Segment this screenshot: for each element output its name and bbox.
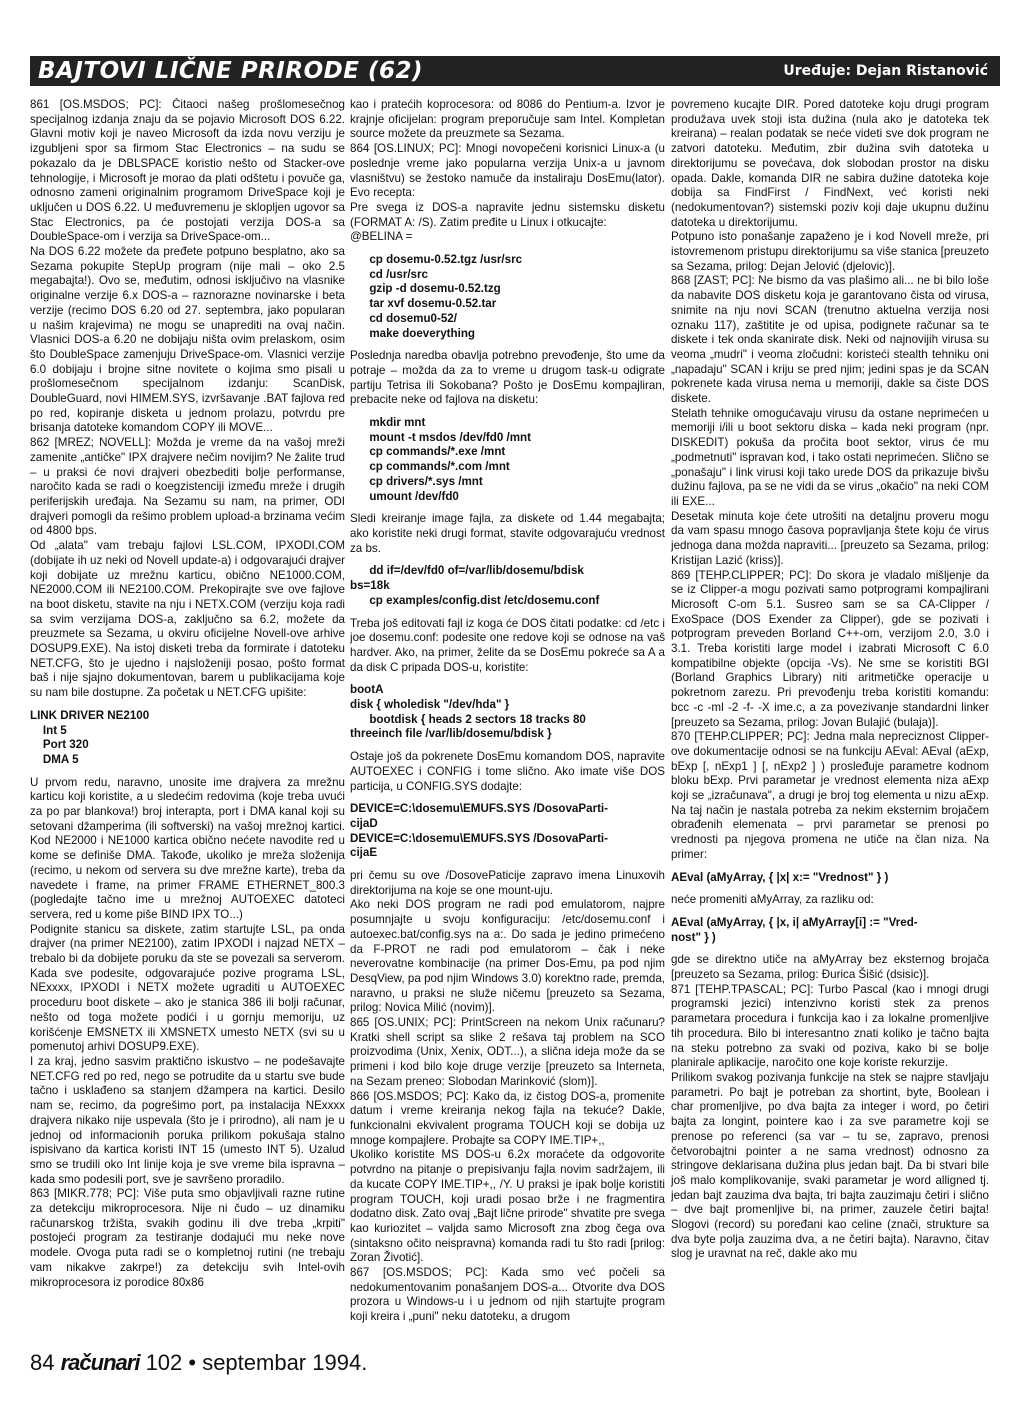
paragraph: gde se direktno utiče na aMyArray bez eksternog brojača [preuzeto sa Sezama, prilog: Đurica Šišić (dsisic)]. (671, 953, 989, 982)
paragraph: 865 [OS.UNIX; PC]: PrintScreen na nekom Unix računaru? Kratki shell script sa slike 2 rešava taj problem na SCO proizvodima (Unix, Xenix, ODT...), a slična ideja može da se primeni i kod bilo koje druge verzije [preuzeto sa Interneta, na Sezam preneo: Slobodan Marinković (slom)]. (350, 1016, 665, 1088)
paragraph: 862 [MREZ; NOVELL]: Možda je vreme da na vašoj mreži zamenite „antičke" IPX drajvere nečim novijim? Ne žalite trud – u praksi će novi drajveri obezbediti bolje performanse, naročito kada se radi o koegzistenciji između mreže i drugih periferijskih uređaja. Na Sezamu su nam, na primer, ODI drajveri pomogli da rešimo problem upload-a brzinama većim od 4800 bps. (30, 436, 345, 538)
paragraph: Prilikom svakog pozivanja funkcije na stek se najpre stavljaju parametri. Po bajt je potreban za shortint, byte, Boolean i char promenljive, po dva bajta za integer i word, po četiri bajta za longint, pointere kao i za sve parametre koji se prenose po referenci (sa var – tu se, zapravo, prenosi četvorobajtni pointer a ne sama vrednost) odnosno za stringove deklarisana dužina plus jedan bajt. Da bi stvari bile još malo komplikovanije, svaki parametar je word alligned tj. jedan bajt zauzima dva bajta, tri bajta zauzimaju četiri i slično – dve bajt promenljive bi, na primer, zauzele četiri bajta! Slogovi (record) su poređani kao celine (znači, strukture sa dva byte polja zauzima dva, a ne četiri bajta). Naravno, čitav slog je uravnat na reč, dakle ako mu (671, 1071, 989, 1261)
paragraph: I za kraj, jedno sasvim praktično iskustvo – ne podešavajte NET.CFG red po red, nego se potrudite da u startu sve bude tačno i usklađeno sa stanjem džampera na kartici. Desilo nam se, recimo, da pogrešimo port, pa instalacija NExxxx drajvera nikako nije uspevala (što je i prirodno), ali nam je u jednoj od informacionih poruka prilikom pokušaja stalno ispisivano da kartica koristi INT 15 (umesto INT 5). Uzalud smo se trudili oko Int linije koja je sve vreme bila ispravna – kada smo podesili port, sve je savršeno proradilo. (30, 1055, 345, 1186)
paragraph: Sledi kreiranje image fajla, za diskete od 1.44 megabajta; ako koristite neki drugi format, stavite odgovarajuću vrednost za bs. (350, 512, 665, 555)
code-block: AEval (aMyArray, { |x| x:= "Vrednost" } ) (671, 870, 889, 884)
paragraph: Desetak minuta koje ćete utrošiti na detaljnu proveru mogu da vam spasu mnogo časova popravljanja štete koju će virus jednoga dana možda napraviti... [preuzeto sa Sezama, prilog: Kristijan Lazić (kriss)]. (671, 509, 989, 567)
code-block: LINK DRIVER NE2100 Int 5 Port 320 DMA 5 (30, 708, 150, 766)
page-footer (30, 1350, 367, 1376)
paragraph: Pre svega iz DOS-a napravite jednu sistemsku disketu (FORMAT A: /S). Zatim pređite u Linux i otkucajte: (350, 200, 665, 229)
paragraph: 868 [ZAST; PC]: Ne bismo da vas plašimo ali... ne bi bilo loše da nabavite DOS disketu koja je garantovano čista od virusa, snimite na nju novi SCAN (trenutno aktuelna verzija nosi oznaku 117), zaštitite je od upisa, podignete računar sa te diskete i tek onda skanirate disk. Neki od najnovijih virusa su veoma „mudri" i veoma zločudni: koristeći stealth tehniku oni „napadaju" SCAN i kriju se pred njim; jedini spas je da SCAN pokrenete kada virusa nema u memoriji, dakle sa čiste DOS diskete. (671, 274, 989, 406)
paragraph: Ukoliko koristite MS DOS-u 6.2x moraćete da odgovorite potvrdno na pitanje o prepisivanju fajla novim sadržajem, ili da kucate COPY IME.TIP+,, /Y. U praksi je ipak bolje koristiti program TOUCH, koji uradi posao brže i ne fragmentira dodatno disk. Zato ovaj „Bajt lične prirode" shvatite pre svega kao kuriozitet – valjda samo Microsoft zna zbog čega ova (sintaksno očito neispravna) komanda radi tu što radi [prilog: Zoran Životić]. (350, 1148, 665, 1265)
code-block: cp dosemu-0.52.tgz /usr/src cd /usr/src gzip -d dosemu-0.52.tzg tar xvf dosemu-0.52.tar cd dosemu0-52/ make doeverything (369, 253, 523, 340)
paragraph: neće promeniti aMyArray, za razliku od: (671, 893, 874, 907)
paragraph: Podignite stanicu sa diskete, zatim startujte LSL, pa onda drajver (na primer NE2100), zatim IPXODI i najzad NETX – trebalo bi da dobijete poruku da ste se povezali sa serverom. Kada sve podesite, odgovarajuće pozive programa LSL, NExxxx, IPXODI i NETX možete ugraditi u AUTOEXEC proceduru boot diskete – ako je stanica 386 ili bolji računar, nešto od toga možete podići i u gornju memoriju, uz korišćenje EMSNETX ili XMSNETX umesto NETX (svi su u pomenutoj arhivi DOSUP9.EXE). (30, 922, 345, 1054)
paragraph: 863 [MIKR.778; PC]: Više puta smo objavljivali razne rutine za detekciju mikroprocesora. Nije ni čudo – uz dinamiku računarskog tržišta, svakih godinu ili dve treba „krpiti" postojeći program za testiranje dodajući mu neke nove modele. Ovoga puta radi se o kompletnoj rutini (ne trebaju vam nikakve zakrpe!) za detekciju svih Intel-ovih mikroprocesora iz porodice 80x86 (30, 1187, 345, 1289)
paragraph: 864 [OS.LINUX; PC]: Mnogi novopečeni korisnici Linux-a (u poslednje vreme jako popularna verzija Unix-a u javnom vlasništvu) se žestoko namuče da instaliraju DosEmu(lator). Evo recepta: (350, 142, 665, 200)
paragraph: Od „alata" vam trebaju fajlovi LSL.COM, IPXODI.COM (dobijate ih uz neki od Novell update-a) i odgovarajući drajver koji dobijate uz mrežnu karticu, obično NE1000.COM, NE2000.COM ili NE2100.COM. Prekopirajte sve ove fajlove na boot disketu, stavite na nju i NETX.COM (verziju koja radi sa svim verzijama DOS-a, zaključno sa 6.2, možete da preuzmete sa Sezama, u okviru oficijelne Novell-ove arhive DOSUP9.EXE). Na istoj disketi treba da formirate i datoteku NET.CFG, što je ujedno i najsloženiji posao, pošto format baš i nije sjajno dokumentovan, barem u publikacijama koje su nam bile dostupne. Za početak u NET.CFG upišite: (30, 539, 345, 700)
section-title: BAJTOVI LIČNE PRIRODE (62) (38, 58, 423, 84)
code-block: dd if=/dev/fd0 of=/var/lib/dosemu/bdisk bs=18k cp examples/config.dist /etc/dosemu.conf (350, 564, 600, 607)
paragraph: Poslednja naredba obavlja potrebno prevođenje, što ume da potraje – možda da za to vreme u drugom task-u odigrate partiju Tetrisa ili Sokobana? Pošto je DosEmu kompajliran, prebacite neke od fajlova na disketu: (350, 349, 665, 407)
paragraph: Ako neki DOS program ne radi pod emulatorom, najpre posumnjajte u svoju konfiguraciju: /etc/dosemu.conf i autoexec.bat/config.sys na a:. Do sada je jedino primećeno da F-PROT ne radi pod emulatorom – čak i neke neverovatne kombinacije (na primer Dos-Emu, pa pod njim DesqView, pa pod njim Windows 3.0) korektno rade, premda, naravno, u praksi ne služe ničemu [preuzeto sa Sezama, prilog: Novica Milić (novim)]. (350, 898, 665, 1015)
issue-info: 102 • septembar 1994. (145, 1350, 368, 1375)
paragraph: Ostaje još da pokrenete DosEmu komandom DOS, napravite AUTOEXEC i CONFIG i tome slično. Ako imate više DOS particija, u CONFIG.SYS dodajte: (350, 750, 665, 793)
paragraph: kao i pratećih koprocesora: od 8086 do Pentium-a. Izvor je krajnje oficijelan: program preporučuje sam Intel. Kompletan source možete da preuzmete sa Sezama. (350, 98, 665, 141)
paragraph: pri čemu su ove /DosovePaticije zapravo imena Linuxovih direktorijuma na koje se one mount-uju. (350, 869, 665, 897)
paragraph: Na DOS 6.22 možete da pređete potpuno besplatno, ako sa Sezama pokupite StepUp program (nije mali – oko 2.5 megabajta!). Ovo se, međutim, odnosi isključivo na vlasnike originalne verzije 6.x DOS-a – raznorazne novinarske i beta verzije (recimo DOS 6.20 od 27. septembra, jako popularan u našim krajevima) ne mogu se unaprediti na ovaj način. Vlasnici DOS-a 6.20 ne dobijaju ništa ovim prelaskom, osim što DoubleSpace zamenjuju DriveSpace-om. Vlasnici verzije 6.0 dobijaju i brojne sitne novitete o kojima smo pisali u prošlomesečnom specijalnom izdanju: ScanDisk, DoubleGuard, novi HIMEM.SYS, izvršavanje .BAT fajlova red po red, kopiranje disketa u jednom prolazu, potvrdu pre brisanja datoteke komandom COPY ili MOVE... (30, 245, 345, 435)
code-block: mkdir mnt mount -t msdos /dev/fd0 /mnt cp commands/*.exe /mnt cp commands/*.com /mnt cp drivers/*.sys /mnt umount /dev/fd0 (369, 416, 531, 503)
text-column-3 (671, 98, 989, 1333)
paragraph: 861 [OS.MSDOS; PC]: Čitaoci našeg prošlomesečnog specijalnog izdanja znaju da se pojavio Microsoft DOS 6.22. Glavni motiv koji je naveo Microsoft da izda novu verziju je izgubljeni spor sa firmom Stac Electronics – na sudu se pokazalo da je DBLSPACE koristio nešto od Stacker-ove tehnologije, i Microsoft je morao da plati odštetu i povuče ga, odnosno zameni originalnim programom DriveSpace koji je uključen u DOS 6.22. U međuvremenu je sklopljen ugovor sa Stac Electronics, pa će postojati verzija DOS-a sa DoubleSpace-om i verzija sa DriveSpace-om... (30, 98, 345, 244)
paragraph: Treba još editovati fajl iz koga će DOS čitati podatke: cd /etc i joe dosemu.conf: podesite one redove koji se odnose na vaš hardver. Ako, na primer, želite da se DosEmu pokreće sa A a da disk C pripada DOS-u, koristite: (350, 616, 665, 674)
magazine-logo: računari (60, 1350, 140, 1375)
paragraph: Stelath tehnike omogućavaju virusu da ostane neprimećen u memoriji i/ili u boot sektoru diska – kada neki program (npr. DISKEDIT) pokuša da pročita boot sektor, virus će mu „podmetnuti" ispravan kod, i tako ostati neprimećen. Slično se „ponašaju" i link virusi koji tako urede DOS da prikazuje bivšu dužinu fajlova, pa se ne vidi da se virus „okačio" na neki COM ili EXE... (671, 406, 989, 508)
paragraph: povremeno kucajte DIR. Pored datoteke koju drugi program produžava uvek stoji ista dužina (nula ako je datoteka tek kreirana) – realan podatak se neće videti sve dok program ne zatvori datoteku. Međutim, zbir dužina svih datoteka u direktorijumu se povećava, dok slobodan prostor na disku opada. Dakle, komanda DIR ne sabira dužine datoteka koje dobija sa FindFirst / FindNext, već koristi neki (nedokumentovan?) sistemski poziv koji daje ukupnu dužinu datoteka u direktorijumu. (671, 98, 989, 229)
paragraph: @BELINA = (350, 230, 413, 244)
text-column-1 (30, 98, 345, 1333)
code-block: DEVICE=C:\dosemu\EMUFS.SYS /DosovaParti- cijaD DEVICE=C:\dosemu\EMUFS.SYS /DosovaParti- cijaE (350, 802, 609, 860)
paragraph: 867 [OS.MSDOS; PC]: Kada smo već počeli sa nedokumentovanim ponašanjem DOS-a... Otvorite dva DOS prozora u Windows-u i u jednom od njih startujte program koji kreira i „puni" neku datoteku, a drugom (350, 1266, 665, 1324)
paragraph: U prvom redu, naravno, unosite ime drajvera za mrežnu karticu koji koristite, a u sledećim redovima (koje treba uvući za po par blankova!) broj interapta, port i DMA kanal koji su setovani džamperima (ili softverski) na vašoj mrežnoj kartici. Kod NE2000 i NE1000 kartica obično nećete navodite red u kome se definiše DMA. Takođe, ukoliko je mreža složenija (recimo, u nekom od servera su dve mrežne karte), treba da navedete i frame, na primer FRAME ETHERNET_800.3 (pogledajte tačno ime u mrežnoj AUTOEXEC datoteci servera, red u kome piše BIND IPX TO...) (30, 775, 345, 921)
paragraph: 866 [OS.MSDOS; PC]: Kako da, iz čistog DOS-a, promenite datum i vreme kreiranja nekog fajla na tekuće? Dakle, funkcionalni ekvivalent programa TOUCH koji se dobija uz mnoge kompajlere. Probajte sa COPY IME.TIP+,, (350, 1089, 665, 1147)
paragraph: 871 [TEHP.TPASCAL; PC]: Turbo Pascal (kao i mnogi drugi programski jezici) intenzivno koristi stek za prenos parametara procedura i funkcija kao i za lokalne promenljive tih procedura. Bilo bi interesantno znati koliko je tačno bajta na steku potrebno za svaki od poziva, kako bi se bolje planirale aplikacije, naročito one koje koriste rekurzije. (671, 982, 989, 1070)
code-block: bootA disk { wholedisk "/dev/hda" } bootdisk { heads 2 sectors 18 tracks 80 threeinch file /var/lib/dosemu/bdisk } (350, 683, 586, 741)
section-header (30, 56, 1000, 86)
paragraph: Potpuno isto ponašanje zapaženo je i kod Novell mreže, pri istovremenom pristupu direktorijumu sa više stanica [preuzeto sa Sezama, prilog: Dejan Jelović (djelovic)]. (671, 230, 989, 273)
paragraph: 869 [TEHP.CLIPPER; PC]: Do skora je vladalo mišljenje da se iz Clipper-a mogu pozivati samo potprogrami kompajlirani Microsoft C-om 5.1. Susreo sam se sa CA-Clipper / ExoSpace (DOS Exender za Clipper), gde se pozivati i potprogram preveden Borland C++-om, verzijom 2.0, 3.0 i 3.1. Treba koristiti large model i izabrati Microsoft C 6.0 kompatibilne objekte (opcija -Vs). Ne sme se koristiti BGI (Borland Graphics Library) niti aritmetičke operacije u pokretnom zarezu. Pri prevođenju treba koristiti komandu: bcc -c -ml -2 -f- -X ime.c, a za povezivanje standardni linker [preuzeto sa Sezama, prilog: Jovan Bulajić (bulaja)]. (671, 568, 989, 729)
page-number: 84 (30, 1350, 55, 1375)
text-column-2 (350, 98, 665, 1333)
section-editor: Uređuje: Dejan Ristanović (783, 63, 988, 79)
paragraph: 870 [TEHP.CLIPPER; PC]: Jedna mala nepreciznost Clipper-ove dokumentacije odnosi se na funkciju AEval: AEval (aExp, bExp [, nExp1 ] [, nExp2 ] ) prosleđuje parametre kodnom bloku bExp. Prvi parametar je vrednost elementa niza aExp koji se „izračunava", a drugi je broj tog elementa u nizu aExp. Na taj način je nastala potreba za nekim eksternim brojačem obrađenih elemenata – prvi parametar se prenosi po vrednosti pa njegova promena ne utiče na član niza. Na primer: (671, 730, 989, 861)
code-block: AEval (aMyArray, { |x, i| aMyArray[i] := "Vred- nost" } ) (671, 915, 918, 944)
